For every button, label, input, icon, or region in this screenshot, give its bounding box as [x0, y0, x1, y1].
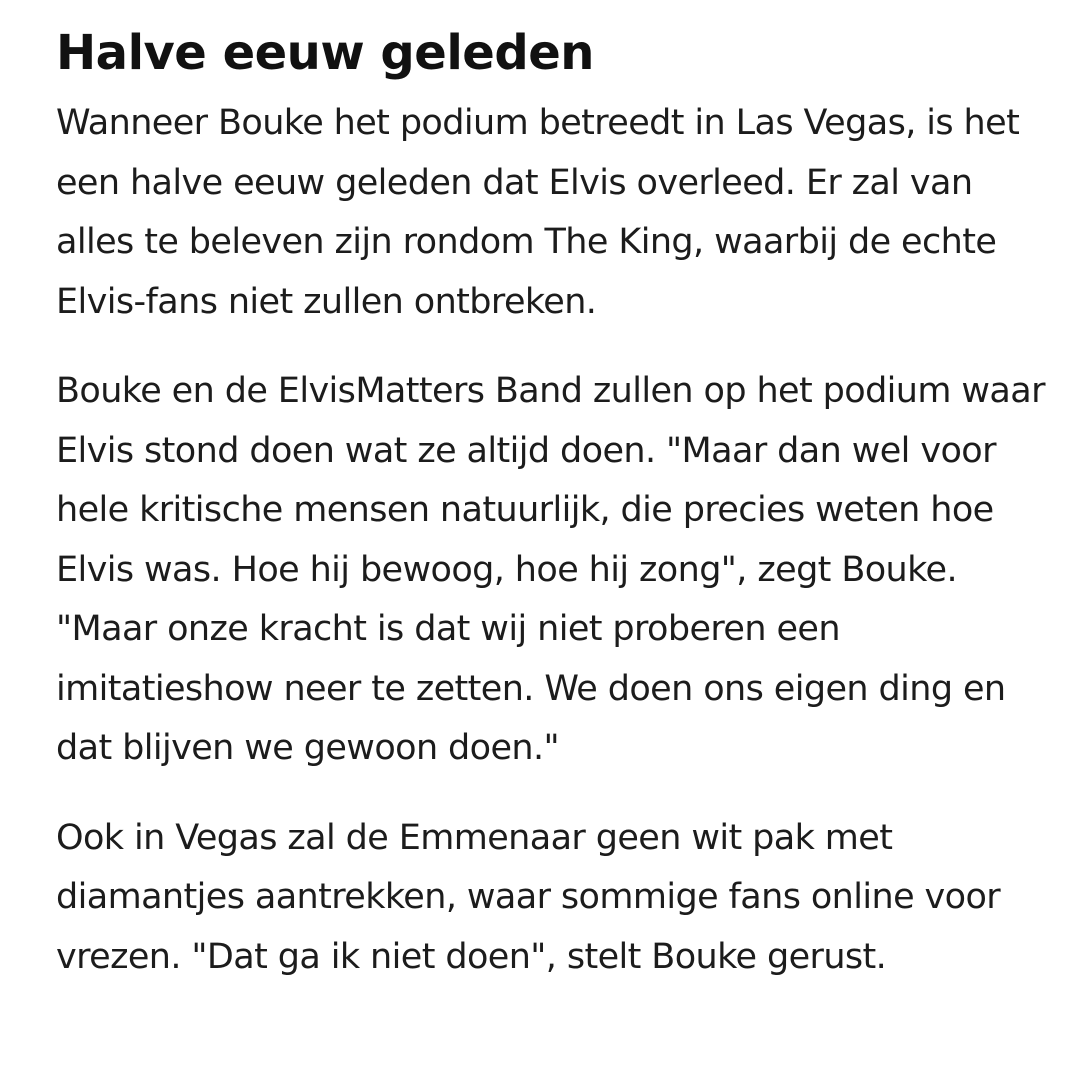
article	[56, 18, 1056, 987]
paragraph-2: Bouke en de ElvisMatters Band zullen op het podium waar Elvis stond doen wat ze altijd doen. "Maar dan wel voor hele kritische mensen natuurlijk, die precies weten hoe Elvis was. Hoe hij bewoog, hoe hij zong", zegt Bouke. "Maar onze kracht is dat wij niet proberen een imitatieshow neer te zetten. We doen ons eigen ding en dat blijven we gewoon doen."	[56, 371, 1045, 768]
section-heading: Halve eeuw geleden	[56, 25, 594, 81]
paragraph-3: Ook in Vegas zal de Emmenaar geen wit pak met diamantjes aantrekken, waar sommige fans online voor vrezen. "Dat ga ik niet doen", stelt Bouke gerust.	[56, 817, 1001, 977]
paragraph-1: Wanneer Bouke het podium betreedt in Las Vegas, is het een halve eeuw geleden dat Elvis overleed. Er zal van alles te beleven zijn rondom The King, waarbij de echte Elvis-fans niet zullen ontbreken.	[56, 103, 1020, 322]
